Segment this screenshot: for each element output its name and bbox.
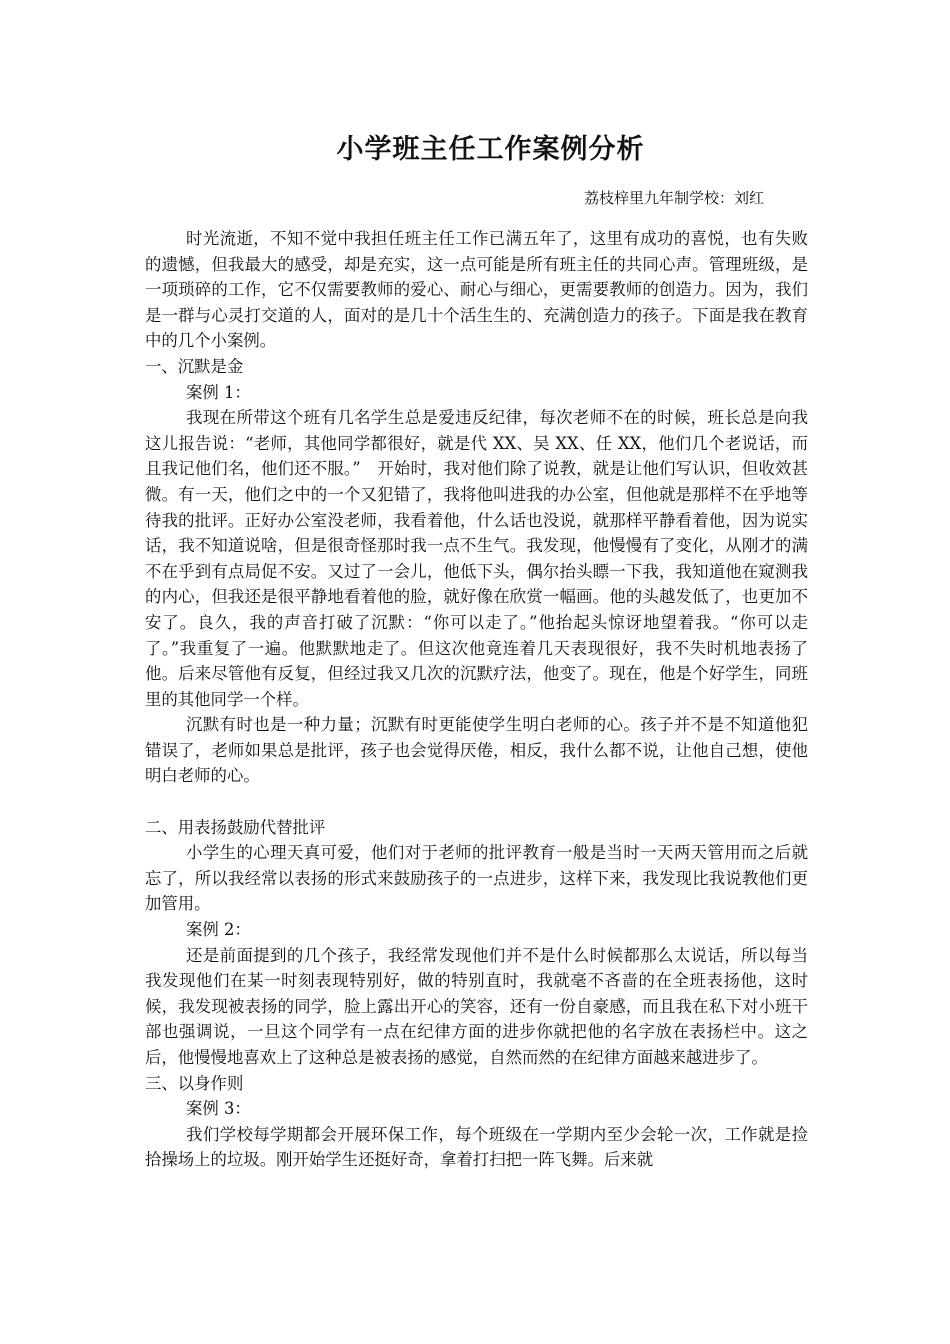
author-line: 荔枝梓里九年制学校：刘红 xyxy=(583,189,764,207)
document-title: 小学班主任工作案例分析 xyxy=(336,134,645,165)
section-intro-2: 小学生的心理天真可爱，他们对于老师的批评教育一般是当时一天两天管用而之后就忘了，所以我经常以表扬的形式来鼓励孩子的一点进步，这样下来，我发现比我说教他们更加管用。 xyxy=(145,843,808,914)
section-heading-2: 二、用表扬鼓励代替批评 xyxy=(145,817,326,837)
case-story-3: 我们学校每学期都会开展环保工作，每个班级在一学期内至少会轮一次，工作就是捡拾操场上的垃圾。刚开始学生还挺好奇，拿着打扫把一阵飞舞。后来就 xyxy=(145,1124,808,1170)
case-story-1: 我现在所带这个班有几名学生总是爱违反纪律，每次老师不在的时候，班长总是向我这儿报告说：“老师，其他同学都很好，就是代 XX、吴 XX、任 XX，他们几个老说话，而且我记他们名，他们还不服。” 开始时，我对他们除了说教，就是让他们写认识，但收效甚微。有一天，他们之中的一个又犯错了，我将他叫进我的办公室，但他就是那样不在乎地等待我的批评。正好办公室没老师，我看着他，什么话也没说，就那样平静看着他，因为说实话，我不知道说啥，但是很奇怪那时我一点不生气。我发现，他慢慢有了变化，从刚才的满不在乎到有点局促不安。又过了一会儿，他低下头，偶尔抬头瞟一下我，我知道他在窥测我的内心，但我还是很平静地看着他的脸，就好像在欣赏一幅画。他的头越发低了，也更加不安了。良久，我的声音打破了沉默：“你可以走了。”他抬起头惊讶地望着我。“你可以走了。”我重复了一遍。他默默地走了。但这次他竟连着几天表现很好，我不失时机地表扬了他。后来尽管他有反复，但经过我又几次的沉默疗法，他变了。现在，他是个好学生，同班里的其他同学一个样。 xyxy=(145,408,808,709)
case-label-2: 案例 2： xyxy=(186,920,251,940)
case-label-1: 案例 1： xyxy=(186,382,251,402)
case-label-3: 案例 3： xyxy=(186,1099,251,1119)
case-story-2: 还是前面提到的几个孩子，我经常发现他们并不是什么时候都那么太说话，所以每当我发现他们在某一时刻表现特别好，做的特别直时，我就毫不吝啬的在全班表扬他，这时候，我发现被表扬的同学，脸上露出开心的笑容，还有一份自豪感，而且我在私下对小班干部也强调说，一旦这个同学有一点在纪律方面的进步你就把他的名字放在表扬栏中。这之后，他慢慢地喜欢上了这种总是被表扬的感觉，自然而然的在纪律方面越来越进步了。 xyxy=(145,945,808,1067)
case-reflection-1: 沉默有时也是一种力量；沉默有时更能使学生明白老师的心。孩子并不是不知道他犯错误了，老师如果总是批评，孩子也会觉得厌倦，相反，我什么都不说，让他自己想，使他明白老师的心。 xyxy=(145,715,808,786)
document-page xyxy=(145,128,808,1173)
section-heading-3: 三、以身作则 xyxy=(145,1073,244,1093)
intro-paragraph: 时光流逝，不知不觉中我担任班主任工作已满五年了，这里有成功的喜悦，也有失败的遗憾，但我最大的感受，却是充实，这一点可能是所有班主任的共同心声。管理班级，是一项琐碎的工作，它不仅需要教师的爱心、耐心与细心，更需要教师的创造力。因为，我们是一群与心灵打交道的人，面对的是几十个活生生的、充满创造力的孩子。下面是我在教育中的几个小案例。 xyxy=(145,229,808,351)
section-heading-1: 一、沉默是金 xyxy=(145,356,244,376)
blank-line xyxy=(145,789,808,815)
